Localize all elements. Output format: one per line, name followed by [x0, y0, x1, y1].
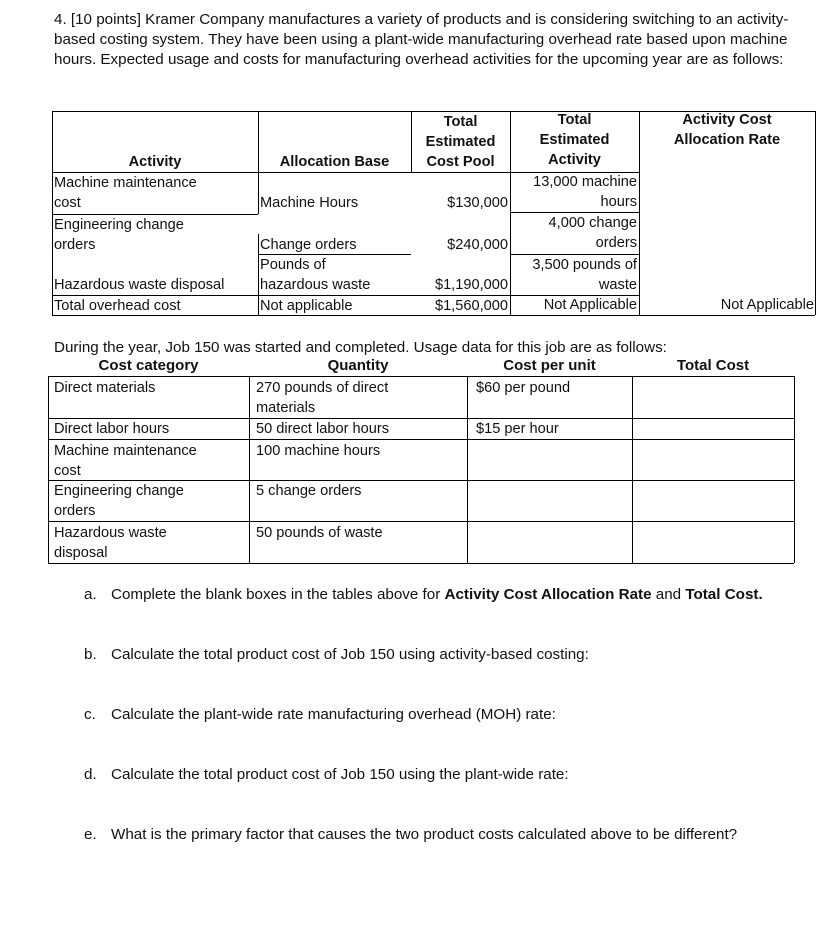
table-row: Engineering change orders: [54, 483, 184, 519]
header-cost-pool: Total Estimated Cost Pool: [425, 114, 496, 170]
header-total-cost: Total Cost: [676, 357, 750, 374]
header-cost-category: Cost category: [98, 357, 199, 374]
table-row: Direct labor hours: [54, 421, 170, 437]
table-row: Total overhead cost: [54, 298, 181, 314]
table-row: Direct materials: [54, 380, 156, 396]
table-row: Hazardous waste disposal: [54, 277, 225, 293]
question-e: e. What is the primary factor that causes the two product costs calculated above to be different?: [84, 826, 738, 843]
header-cost-per-unit: Cost per unit: [503, 357, 596, 374]
header-allocation-rate: Activity Cost Allocation Rate: [673, 112, 781, 148]
table-row: Machine maintenance cost: [54, 175, 197, 211]
header-allocation-base: Allocation Base: [279, 154, 390, 170]
table-row: Machine maintenance cost: [54, 443, 197, 479]
problem-intro: 4. [10 points] Kramer Company manufactures a variety of products and is considering switching to an activity-based costing system. They have been using a plant-wide manufacturing overhead rate based upon machine hours. Expected usage and costs for manufacturing overhead activities for the upcoming year are as follows:: [54, 11, 789, 68]
table-row: Engineering change orders: [54, 217, 184, 253]
question-a: a. Complete the blank boxes in the tables above for Activity Cost Allocation Rate and Total Cost.: [84, 586, 763, 603]
question-b: b. Calculate the total product cost of Job 150 using activity-based costing:: [84, 646, 589, 663]
table-row: Hazardous waste disposal: [54, 525, 167, 561]
job-usage-intro: During the year, Job 150 was started and completed. Usage data for this job are as follows:: [54, 339, 667, 356]
header-estimated-activity: Total Estimated Activity: [539, 112, 610, 168]
header-activity: Activity: [128, 154, 182, 170]
header-quantity: Quantity: [327, 357, 389, 374]
question-d: d. Calculate the total product cost of Job 150 using the plant-wide rate:: [84, 766, 569, 783]
question-c: c. Calculate the plant-wide rate manufacturing overhead (MOH) rate:: [84, 706, 556, 723]
